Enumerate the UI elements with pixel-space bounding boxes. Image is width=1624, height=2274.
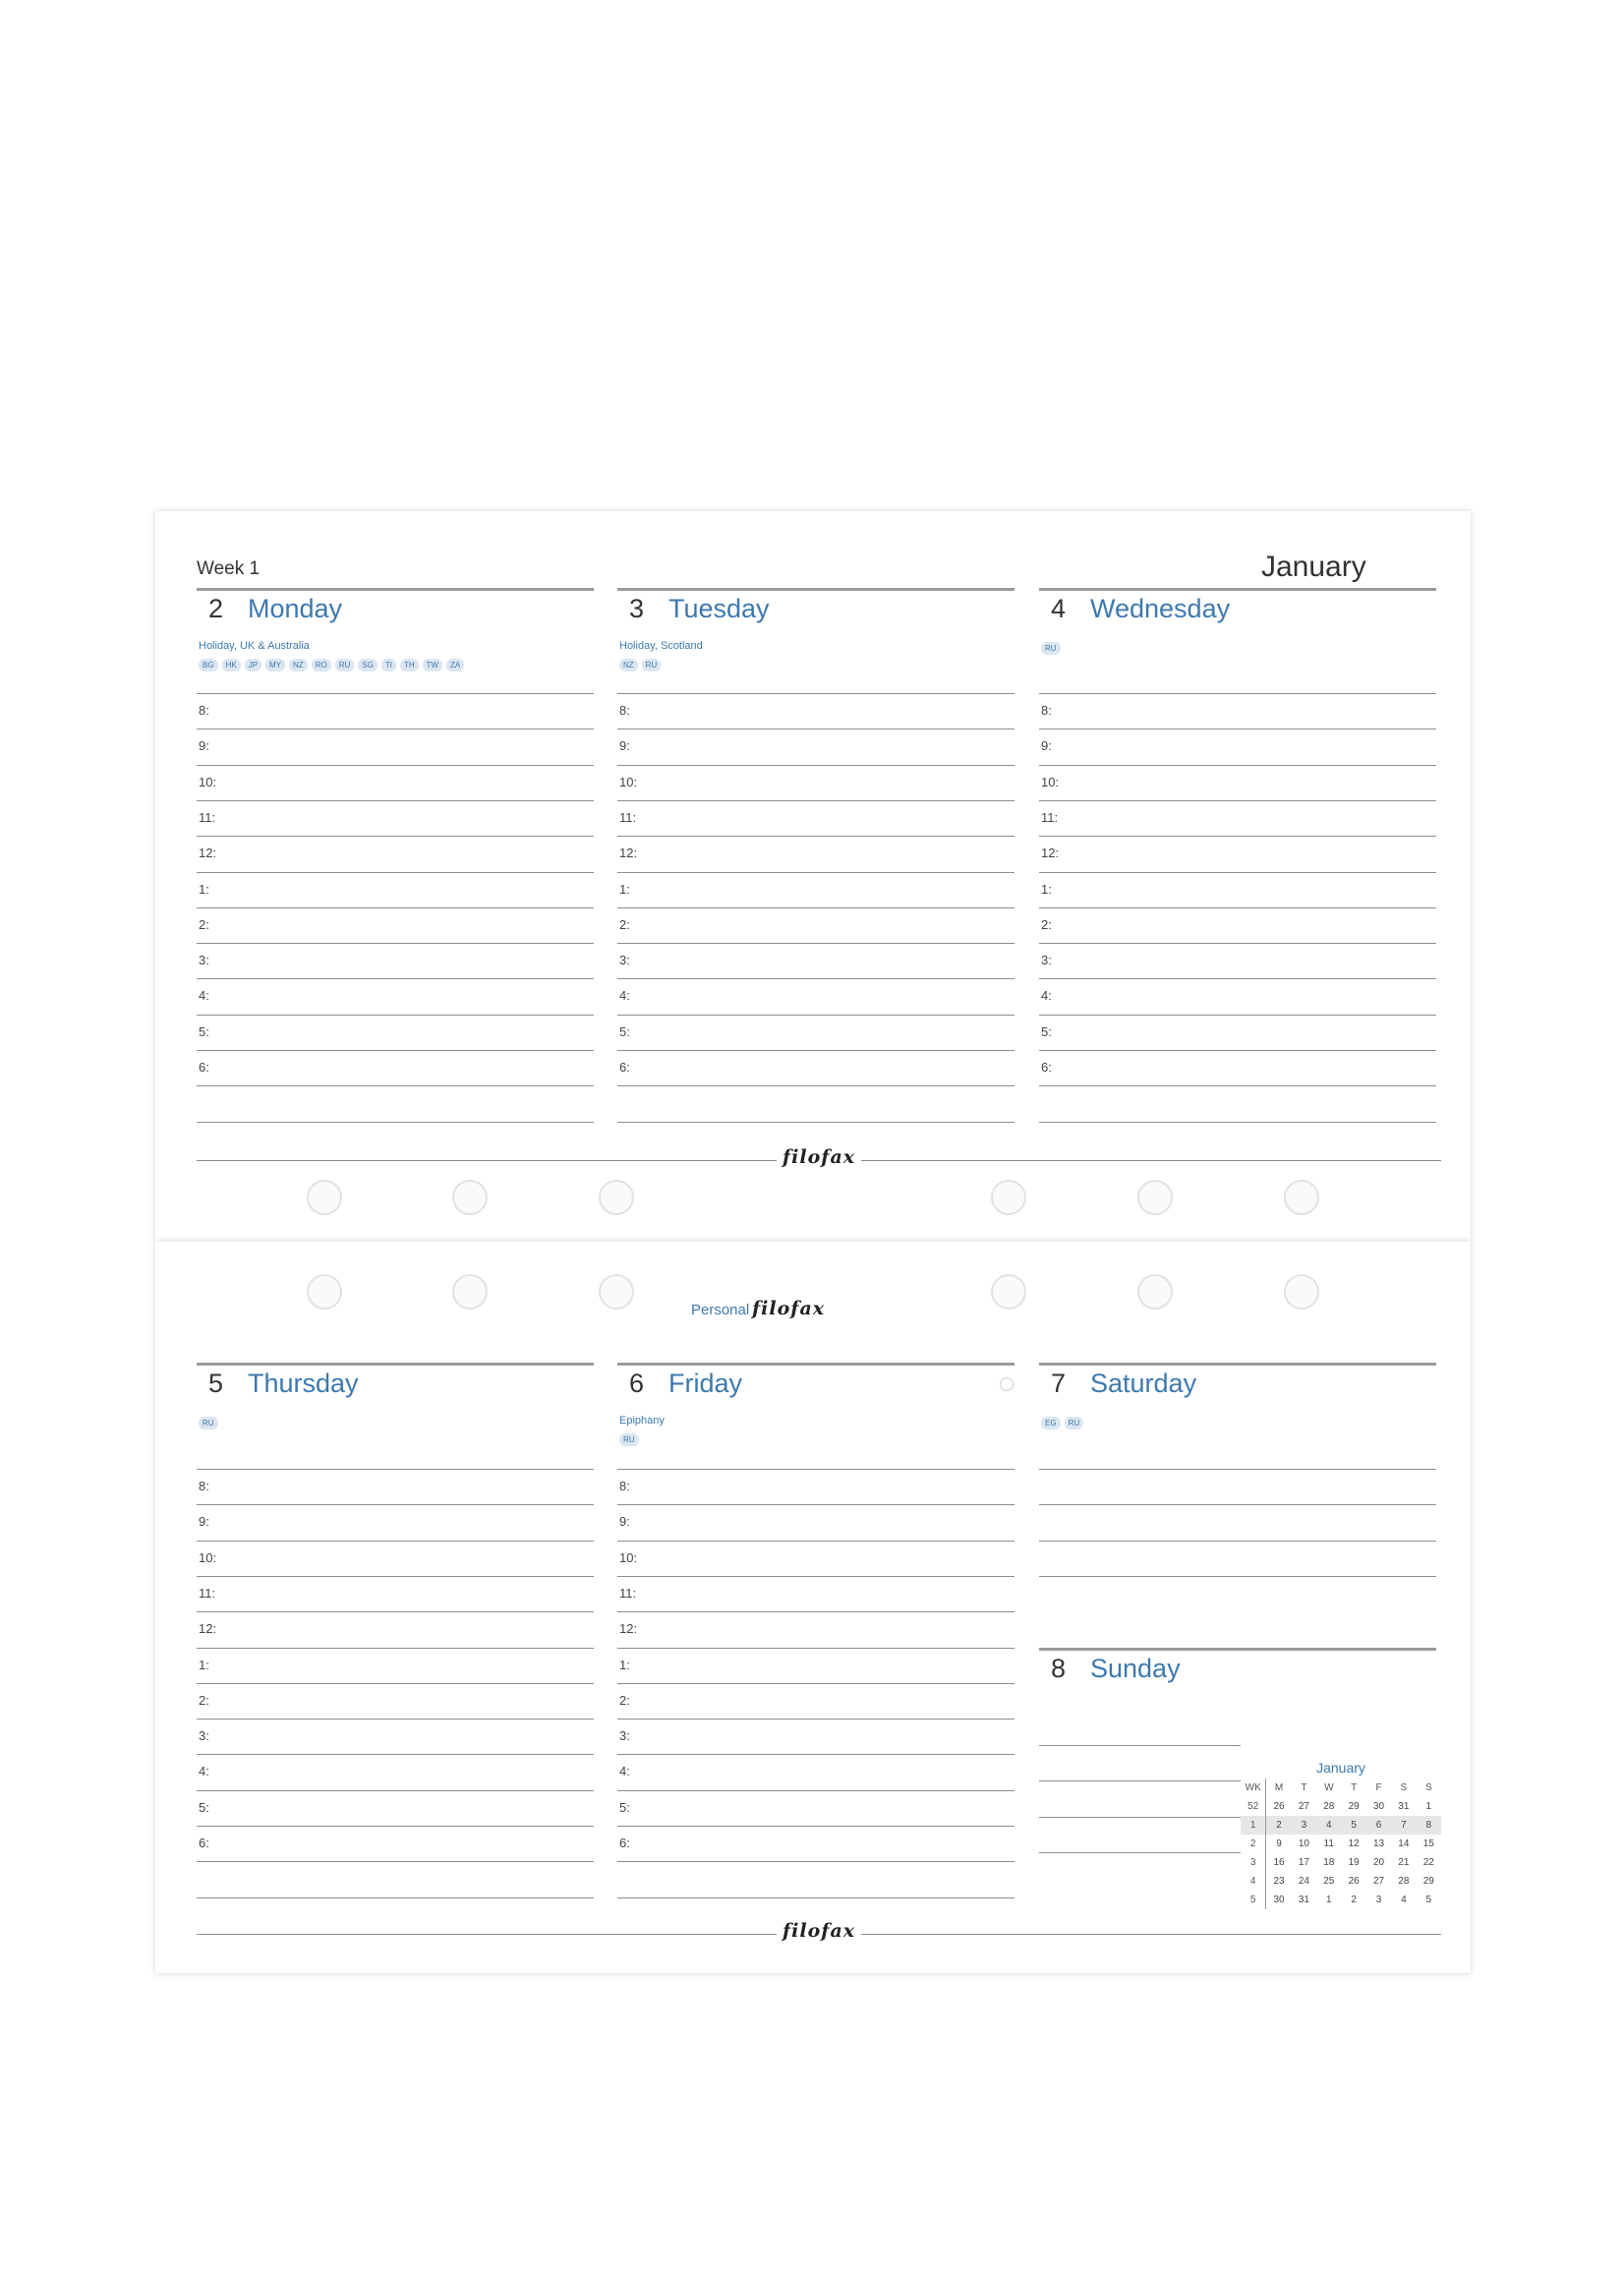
mini-calendar-day: 26 <box>1273 1801 1285 1812</box>
writing-rule <box>1039 1780 1241 1781</box>
mini-calendar-day: 10 <box>1298 1838 1309 1849</box>
mini-calendar-day: 17 <box>1298 1857 1309 1868</box>
country-code-badge: HK <box>222 659 241 671</box>
day-name: Sunday <box>1090 1654 1181 1683</box>
mini-calendar-day: 13 <box>1372 1838 1385 1849</box>
hour-rule <box>617 1085 1015 1086</box>
hour-label: 8: <box>619 703 630 718</box>
mini-calendar-day: 7 <box>1391 1816 1416 1835</box>
mini-calendar-day: 25 <box>1323 1876 1335 1887</box>
hour-label: 6: <box>619 1836 630 1850</box>
personal-label: Personal <box>691 1302 750 1318</box>
hour-rule <box>197 1683 594 1684</box>
mini-calendar-day: 20 <box>1372 1857 1385 1868</box>
hour-rule <box>617 1790 1015 1791</box>
day-number: 8 <box>1051 1654 1067 1683</box>
hour-rule <box>617 978 1015 979</box>
hour-rule <box>617 943 1015 944</box>
hour-label: 1: <box>199 881 209 897</box>
hour-rule <box>1039 1122 1436 1123</box>
hour-rule <box>617 1015 1015 1016</box>
mini-calendar-header-cell: T <box>1301 1782 1307 1793</box>
hour-rule <box>1039 765 1436 766</box>
binder-hole <box>452 1180 488 1215</box>
mini-calendar-day: 11 <box>1323 1838 1334 1849</box>
mini-calendar-day: 26 <box>1348 1876 1360 1887</box>
country-code-badge: TH <box>400 659 419 671</box>
writing-rule <box>1039 1852 1241 1853</box>
mini-calendar-day: 14 <box>1398 1838 1410 1849</box>
hour-rule <box>197 1790 594 1791</box>
mini-calendar-week-row <box>1241 1872 1441 1891</box>
country-codes <box>1041 642 1061 655</box>
day-number: 6 <box>629 1369 645 1398</box>
hour-label: 4: <box>199 988 209 1004</box>
brand-logo-top: filofax <box>777 1146 861 1168</box>
mini-calendar-day: 9 <box>1276 1838 1282 1849</box>
hour-label: 6: <box>199 1836 209 1850</box>
country-code-badge: RO <box>312 659 331 671</box>
mini-calendar-day: 3 <box>1375 1895 1382 1905</box>
hour-rule <box>617 800 1015 801</box>
mini-calendar-week-number: 2 <box>1241 1835 1266 1853</box>
hour-label: 9: <box>619 738 630 754</box>
hour-rule <box>197 765 594 766</box>
hour-label: 5: <box>199 1023 209 1039</box>
hour-rule <box>1039 800 1436 801</box>
country-code-badge: BG <box>199 659 218 671</box>
mini-calendar-day: 4 <box>1316 1816 1341 1835</box>
mini-calendar-day: 19 <box>1348 1857 1360 1868</box>
mini-calendar-day: 6 <box>1366 1816 1391 1835</box>
hour-label: 2: <box>199 916 209 932</box>
hour-label: 8: <box>1041 703 1052 718</box>
country-codes <box>1041 1417 1083 1429</box>
writing-rule <box>1039 1541 1436 1542</box>
day-number: 7 <box>1051 1369 1067 1398</box>
binder-hole <box>599 1180 634 1215</box>
hour-rule <box>197 836 594 837</box>
mini-calendar-day: 30 <box>1372 1801 1385 1812</box>
hour-rule <box>617 1050 1015 1051</box>
hour-rule <box>617 765 1015 766</box>
mini-calendar-day: 30 <box>1273 1895 1285 1905</box>
day-number: 4 <box>1051 594 1067 623</box>
country-code-badge: ZA <box>446 659 464 671</box>
mini-calendar-day: 1 <box>1326 1895 1332 1905</box>
country-codes <box>199 1417 218 1429</box>
country-codes <box>619 1433 639 1446</box>
mini-calendar-header-cell: M <box>1274 1782 1284 1793</box>
hour-rule <box>197 1122 594 1123</box>
day-top-rule <box>617 588 1015 591</box>
hour-rule <box>617 1611 1015 1612</box>
mini-calendar-week-number: 1 <box>1241 1816 1266 1835</box>
country-code-badge: RU <box>1065 1417 1084 1429</box>
binder-hole <box>1284 1180 1319 1215</box>
hour-label: 1: <box>619 881 630 897</box>
hour-rule <box>1039 943 1436 944</box>
mini-calendar-week-row <box>1241 1816 1441 1835</box>
hour-label: 5: <box>619 1023 630 1039</box>
hour-rule <box>617 836 1015 837</box>
hour-rule <box>1039 907 1436 908</box>
mini-calendar-day: 22 <box>1422 1857 1434 1868</box>
hour-label: 12: <box>199 845 217 861</box>
hour-label: 9: <box>199 1514 209 1530</box>
country-code-badge: NZ <box>289 659 308 671</box>
hour-rule <box>617 1861 1015 1862</box>
mini-calendar-day: 8 <box>1417 1816 1441 1835</box>
binder-hole <box>991 1274 1026 1310</box>
hour-label: 11: <box>1041 809 1059 825</box>
week-label: Week 1 <box>197 558 261 579</box>
hour-label: 5: <box>619 1799 630 1815</box>
hour-label: 12: <box>199 1621 217 1637</box>
hour-label: 9: <box>199 738 209 754</box>
mini-calendar-week-row <box>1241 1835 1441 1853</box>
hour-rule <box>617 1469 1015 1470</box>
country-code-badge: SG <box>358 659 377 671</box>
hour-rule <box>197 872 594 873</box>
hour-rule <box>197 1469 594 1470</box>
mini-calendar-header-cell: WK <box>1241 1778 1266 1797</box>
hour-label: 1: <box>619 1657 630 1672</box>
hour-label: 6: <box>619 1060 630 1075</box>
country-code-badge: RU <box>1041 642 1061 655</box>
hour-rule <box>617 907 1015 908</box>
country-code-badge: RU <box>335 659 355 671</box>
binder-hole <box>452 1274 488 1310</box>
hour-rule <box>197 1719 594 1720</box>
hour-label: 9: <box>1041 738 1052 754</box>
mini-calendar-day: 4 <box>1401 1895 1407 1905</box>
hour-label: 2: <box>199 1692 209 1708</box>
day-number: 5 <box>208 1369 224 1398</box>
hour-rule <box>197 943 594 944</box>
mini-calendar-day: 27 <box>1298 1801 1309 1812</box>
mini-calendar-day: 21 <box>1398 1857 1410 1868</box>
writing-rule <box>1039 1469 1436 1470</box>
brand-logo-personal: filofax <box>752 1298 826 1319</box>
hour-rule <box>197 1897 594 1898</box>
mini-calendar-day: 29 <box>1348 1801 1360 1812</box>
hour-label: 4: <box>1041 988 1052 1004</box>
mini-calendar-day: 16 <box>1273 1857 1285 1868</box>
hour-rule <box>1039 1015 1436 1016</box>
mini-calendar-day: 1 <box>1425 1801 1432 1812</box>
hour-label: 10: <box>1041 774 1060 789</box>
binder-hole <box>1137 1274 1173 1310</box>
day-number: 3 <box>629 594 645 623</box>
hour-rule <box>197 693 594 694</box>
hour-label: 6: <box>1041 1060 1052 1075</box>
hour-rule <box>197 1050 594 1051</box>
holiday-label: Holiday, UK & Australia <box>199 640 310 652</box>
hour-label: 4: <box>199 1764 209 1779</box>
hour-label: 5: <box>199 1799 209 1815</box>
hour-rule <box>197 1576 594 1577</box>
hour-rule <box>617 1648 1015 1649</box>
country-code-badge: RU <box>199 1417 218 1429</box>
mini-calendar-day: 28 <box>1323 1801 1335 1812</box>
writing-rule <box>1039 1817 1241 1818</box>
day-name: Friday <box>668 1369 743 1398</box>
hour-label: 12: <box>619 845 638 861</box>
hour-rule <box>617 1897 1015 1898</box>
hour-rule <box>197 800 594 801</box>
hour-rule <box>617 1122 1015 1123</box>
hour-rule <box>617 872 1015 873</box>
hour-label: 8: <box>619 1479 630 1493</box>
writing-rule <box>1039 1576 1436 1577</box>
hour-rule <box>617 1754 1015 1755</box>
binder-hole <box>1284 1274 1319 1310</box>
hour-label: 8: <box>199 703 209 718</box>
hour-rule <box>197 1611 594 1612</box>
hour-label: 11: <box>619 809 637 825</box>
mini-calendar-table <box>1241 1778 1441 1909</box>
hour-rule <box>617 1541 1015 1542</box>
binder-hole <box>307 1274 342 1310</box>
mini-calendar-day: 5 <box>1425 1895 1432 1905</box>
mini-calendar-day: 18 <box>1323 1857 1335 1868</box>
mini-calendar <box>1241 1760 1441 1909</box>
mini-calendar-day: 2 <box>1266 1816 1292 1835</box>
country-codes <box>619 659 661 671</box>
day-top-rule <box>1039 1648 1436 1651</box>
hour-rule <box>1039 872 1436 873</box>
mini-calendar-week-row <box>1241 1853 1441 1872</box>
mini-calendar-header-cell: T <box>1351 1782 1358 1793</box>
mini-calendar-day: 23 <box>1273 1876 1285 1887</box>
day-name: Saturday <box>1090 1369 1197 1398</box>
day-top-rule <box>1039 1363 1436 1366</box>
planner-sheet-top <box>155 511 1471 1242</box>
hour-label: 10: <box>619 1549 638 1565</box>
mini-calendar-day: 5 <box>1341 1816 1365 1835</box>
hour-label: 12: <box>1041 845 1060 861</box>
day-top-rule <box>1039 588 1436 591</box>
mini-calendar-week-number: 5 <box>1241 1891 1266 1909</box>
mini-calendar-header-cell: S <box>1400 1782 1408 1793</box>
country-codes <box>199 659 464 671</box>
day-top-rule <box>617 1363 1015 1366</box>
mini-calendar-day: 27 <box>1372 1876 1385 1887</box>
country-code-badge: TW <box>423 659 442 671</box>
hour-rule <box>617 1576 1015 1577</box>
month-label: January <box>1261 551 1366 583</box>
mini-calendar-day: 29 <box>1422 1876 1434 1887</box>
hour-label: 4: <box>619 988 630 1004</box>
hour-label: 1: <box>199 1657 209 1672</box>
hour-label: 11: <box>619 1585 637 1601</box>
day-name: Wednesday <box>1090 594 1231 623</box>
holiday-label: Holiday, Scotland <box>619 640 703 652</box>
hour-rule <box>1039 978 1436 979</box>
hour-rule <box>617 1719 1015 1720</box>
hour-rule <box>197 907 594 908</box>
hour-rule <box>617 693 1015 694</box>
mini-calendar-day: 15 <box>1422 1838 1434 1849</box>
hour-label: 11: <box>199 1585 216 1601</box>
country-code-badge: MY <box>265 659 285 671</box>
binder-hole <box>307 1180 342 1215</box>
hour-label: 12: <box>619 1621 638 1637</box>
hour-label: 2: <box>619 1692 630 1708</box>
hour-label: 10: <box>619 774 638 789</box>
mini-calendar-header-cell: F <box>1375 1782 1382 1793</box>
hour-rule <box>617 1683 1015 1684</box>
binder-hole <box>599 1274 634 1310</box>
day-name: Tuesday <box>668 594 770 623</box>
mini-calendar-day: 31 <box>1298 1895 1309 1905</box>
hour-rule <box>1039 836 1436 837</box>
day-name: Thursday <box>248 1369 359 1398</box>
mini-calendar-day: 12 <box>1348 1838 1360 1849</box>
hour-rule <box>197 1826 594 1827</box>
mini-calendar-header <box>1241 1778 1441 1797</box>
hour-rule <box>197 1541 594 1542</box>
binder-hole <box>991 1180 1026 1215</box>
hour-rule <box>197 1015 594 1016</box>
hour-label: 2: <box>1041 916 1052 932</box>
hour-rule <box>197 1754 594 1755</box>
day-number: 2 <box>208 594 224 623</box>
mini-calendar-week-row <box>1241 1797 1441 1816</box>
hour-label: 5: <box>1041 1023 1052 1039</box>
mini-calendar-week-number: 4 <box>1241 1872 1266 1891</box>
hour-label: 2: <box>619 916 630 932</box>
mini-calendar-week-number: 52 <box>1241 1797 1266 1816</box>
binder-hole <box>1137 1180 1173 1215</box>
hour-label: 6: <box>199 1060 209 1075</box>
hour-rule <box>197 1085 594 1086</box>
hour-rule <box>1039 1085 1436 1086</box>
day-top-rule <box>197 1363 594 1366</box>
mini-calendar-day: 3 <box>1292 1816 1316 1835</box>
hour-label: 9: <box>619 1514 630 1530</box>
writing-rule <box>1039 1504 1436 1505</box>
hour-label: 10: <box>199 1549 217 1565</box>
country-code-badge: TI <box>381 659 396 671</box>
hour-label: 3: <box>199 1728 209 1744</box>
hour-rule <box>617 1826 1015 1827</box>
mini-calendar-week-row <box>1241 1891 1441 1909</box>
country-code-badge: JP <box>245 659 261 671</box>
mini-calendar-header-cell: S <box>1424 1782 1432 1793</box>
mini-calendar-title: January <box>1316 1760 1365 1776</box>
day-name: Monday <box>248 594 343 623</box>
hour-label: 3: <box>619 1728 630 1744</box>
mini-calendar-day: 2 <box>1351 1895 1357 1905</box>
hour-label: 8: <box>199 1479 209 1493</box>
mini-calendar-day: 31 <box>1398 1801 1410 1812</box>
holiday-label: Epiphany <box>619 1415 665 1427</box>
day-top-rule <box>197 588 594 591</box>
hour-label: 3: <box>199 953 209 968</box>
brand-logo-bottom: filofax <box>777 1920 861 1942</box>
hour-label: 10: <box>199 774 217 789</box>
hour-label: 3: <box>619 953 630 968</box>
hour-rule <box>197 978 594 979</box>
hour-rule <box>1039 693 1436 694</box>
country-code-badge: EG <box>1041 1417 1061 1429</box>
country-code-badge: RU <box>642 659 662 671</box>
hour-label: 1: <box>1041 881 1052 897</box>
mini-calendar-header-cell: W <box>1324 1782 1334 1793</box>
hour-rule <box>197 1504 594 1505</box>
writing-rule <box>1039 1745 1241 1746</box>
hour-label: 11: <box>199 809 216 825</box>
mini-calendar-week-number: 3 <box>1241 1853 1266 1872</box>
hour-label: 4: <box>619 1764 630 1779</box>
country-code-badge: RU <box>619 1433 639 1446</box>
circle-marker-icon <box>1000 1377 1014 1391</box>
hour-rule <box>197 1861 594 1862</box>
hour-rule <box>617 1504 1015 1505</box>
country-code-badge: NZ <box>619 659 638 671</box>
mini-calendar-day: 24 <box>1298 1876 1309 1887</box>
hour-rule <box>197 1648 594 1649</box>
hour-label: 3: <box>1041 953 1052 968</box>
hour-rule <box>1039 1050 1436 1051</box>
mini-calendar-day: 28 <box>1398 1876 1410 1887</box>
